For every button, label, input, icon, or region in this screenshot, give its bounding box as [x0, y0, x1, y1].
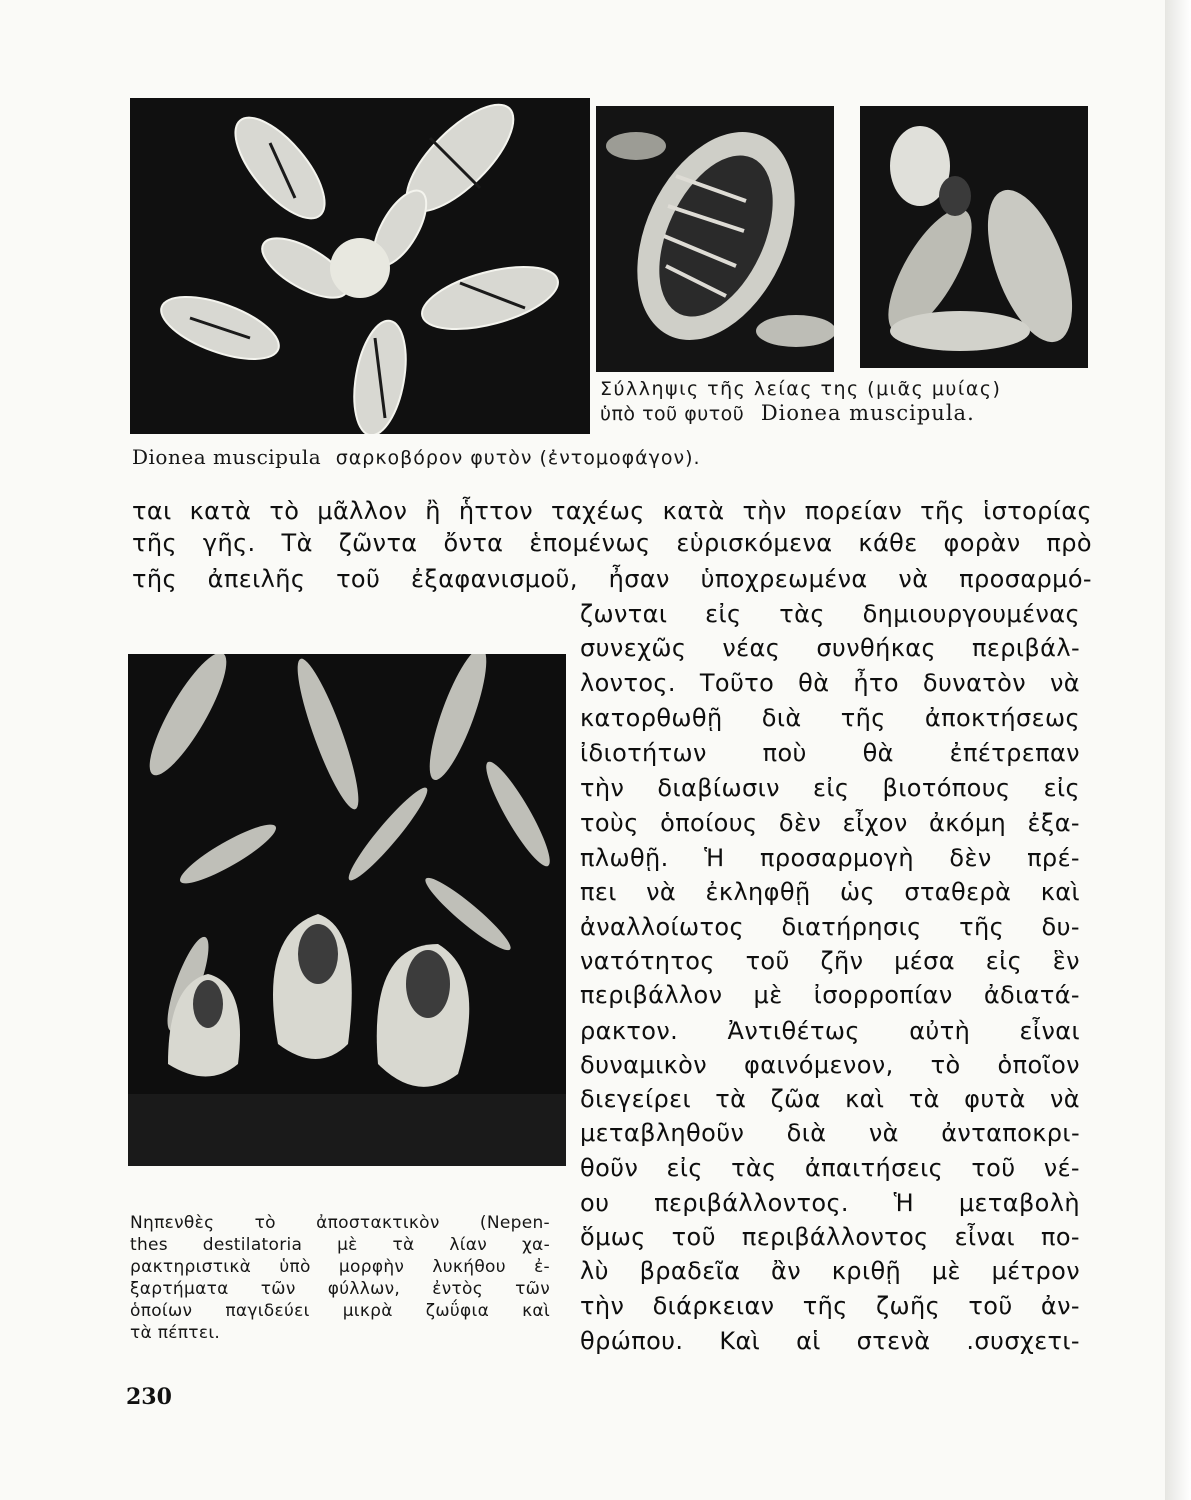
nepenthes-caption [130, 1212, 550, 1344]
nepenthes-caption-line: thes destilatoria μὲ τὰ λίαν χα- [130, 1235, 550, 1255]
nepenthes-caption-line: ξαρτήματα τῶν φύλλων, ἐντὸς τῶν [130, 1279, 550, 1299]
dionea-caption-greek: σαρκοβόρον φυτὸν (ἐντομοφάγον). [335, 447, 701, 469]
column-line: διεγείρει τὰ ζῶα καὶ τὰ φυτὰ νὰ [580, 1085, 1080, 1113]
nepenthes-photo [128, 654, 566, 1166]
column-line: ζωνται εἰς τὰς δημιουργουμένας [580, 600, 1080, 628]
page-edge [1165, 0, 1191, 1500]
dionea-caption-latin: Dionea muscipula [132, 445, 322, 469]
trap-capture-photo-1 [596, 106, 834, 372]
column-line: θρώπου. Καὶ αἱ στενὰ .συσχετι- [580, 1327, 1080, 1355]
column-line: ἰδιοτήτων ποὺ θὰ ἐπέτρεπαν [580, 739, 1080, 767]
column-line: συνεχῶς νέας συνθήκας περιβάλ- [580, 634, 1080, 662]
capture-caption [600, 378, 1092, 425]
capture-caption-greek: ὑπὸ τοῦ φυτοῦ [600, 403, 745, 425]
column-line: κατορθωθῇ διὰ τῆς ἀποκτήσεως [580, 704, 1080, 732]
column-line: δυναμικὸν φαινόμενον, τὸ ὁποῖον [580, 1051, 1080, 1079]
column-line: ρακτον. Ἀντιθέτως αὐτὴ εἶναι [580, 1017, 1080, 1045]
dionea-plant-photo [130, 98, 590, 434]
capture-caption-line1: Σύλληψις τῆς λείας της (μιᾶς μυίας) [600, 378, 1002, 400]
column-line: πει νὰ ἐκληφθῇ ὡς σταθερὰ καὶ [580, 878, 1080, 906]
capture-caption-latin: Dionea muscipula. [760, 401, 975, 425]
column-line: ὅμως τοῦ περιβάλλοντος εἶναι πο- [580, 1223, 1080, 1251]
column-line: ου περιβάλλοντος. Ἡ μεταβολὴ [580, 1189, 1080, 1217]
page-number: 230 [126, 1384, 172, 1410]
column-line: λὺ βραδεῖα ἂν κριθῇ μὲ μέτρον [580, 1257, 1080, 1285]
nepenthes-caption-line: ὁποίων παγιδεύει μικρὰ ζωΰφια καὶ [130, 1301, 550, 1321]
column-line: πλωθῇ. Ἡ προσαρμογὴ δὲν πρέ- [580, 844, 1080, 872]
trap-capture-photo-2 [860, 106, 1088, 368]
column-line: τὴν διάρκειαν τῆς ζωῆς τοῦ ἀν- [580, 1292, 1080, 1320]
column-line: λοντος. Τοῦτο θὰ ἦτο δυνατὸν νὰ [580, 669, 1080, 697]
body-line: τῆς ἀπειλῆς τοῦ ἐξαφανισμοῦ, ἦσαν ὑποχρεωμένα νὰ προσαρμό- [132, 565, 1092, 593]
column-line: ἀναλλοίωτος διατήρησις τῆς δυ- [580, 913, 1080, 941]
column-line: περιβάλλον μὲ ἰσορροπίαν ἀδιατά- [580, 981, 1080, 1009]
column-line: θοῦν εἰς τὰς ἀπαιτήσεις τοῦ νέ- [580, 1154, 1080, 1182]
nepenthes-caption-line: Νηπενθὲς τὸ ἀποστακτικὸν (Nepen- [130, 1213, 550, 1233]
column-line: μεταβληθοῦν διὰ νὰ ἀνταποκρι- [580, 1119, 1080, 1147]
body-line: ται κατὰ τὸ μᾶλλον ἢ ἧττον ταχέως κατὰ τὴν πορείαν τῆς ἱστορίας [132, 497, 1092, 525]
column-line: τὴν διαβίωσιν εἰς βιοτόπους εἰς [580, 774, 1080, 802]
nepenthes-caption-line: τὰ πέπτει. [130, 1323, 221, 1343]
dionea-caption [132, 446, 832, 469]
column-line: νατότητος τοῦ ζῆν μέσα εἰς ἓν [580, 947, 1080, 975]
column-line: τοὺς ὁποίους δὲν εἶχον ἀκόμη ἐξα- [580, 809, 1080, 837]
nepenthes-caption-line: ρακτηριστικὰ ὑπὸ μορφὴν λυκήθου ἐ- [130, 1257, 550, 1277]
body-line: τῆς γῆς. Τὰ ζῶντα ὄντα ἑπομένως εὑρισκόμενα κάθε φορὰν πρὸ [132, 529, 1092, 557]
